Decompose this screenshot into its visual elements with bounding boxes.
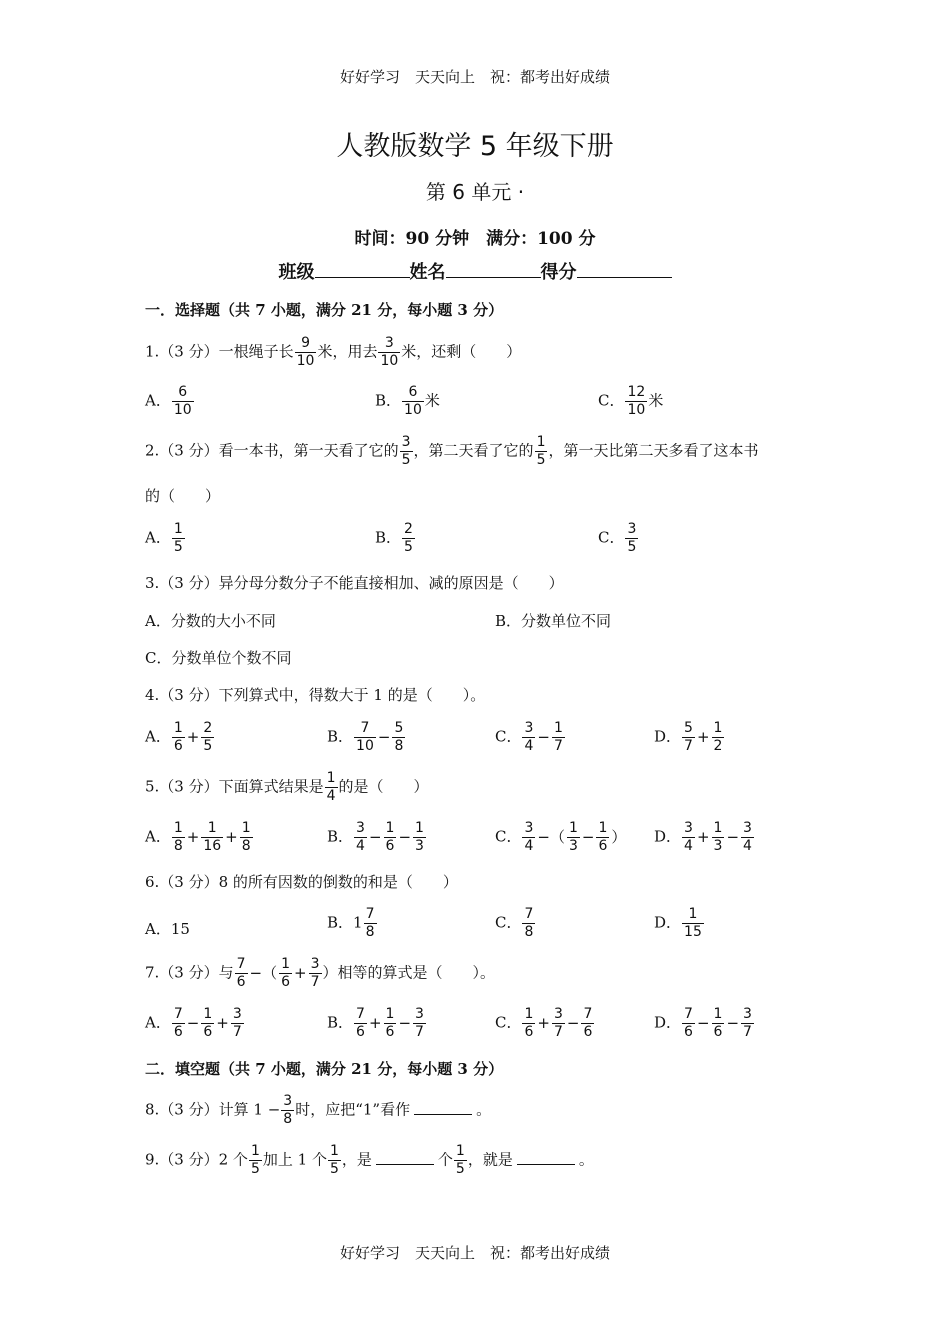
q5-fraction: $\frac{1}{4}$ xyxy=(326,770,336,804)
question-1 xyxy=(145,335,521,370)
q6-option-d[interactable]: D． $\frac{1}{15}$ xyxy=(654,906,702,940)
q1-text: 1.（3 分）一根绳子长 xyxy=(145,342,294,361)
q7-option-b[interactable]: B． $\frac{7}{6}$ + $\frac{1}{6}$ − $\frac{3}{7}$ xyxy=(327,1006,424,1040)
question-7: 7.（3 分）与 $\frac{7}{6}$ −（ $\frac{1}{6}$ + $\frac{3}{7}$ ）相等的算式是（ ）。 xyxy=(145,956,496,990)
q3-option-b[interactable]: B．分数单位不同 xyxy=(495,612,612,630)
q1-option-a[interactable]: A． $\frac{6}{10}$ xyxy=(145,384,192,418)
q1-fraction-1: $\frac{9}{10}$ xyxy=(296,335,315,369)
q6-option-b[interactable]: B．1 $\frac{7}{8}$ xyxy=(327,906,375,940)
question-5: 5.（3 分）下面算式结果是 $\frac{1}{4}$ 的是（ ） xyxy=(145,770,429,804)
score-label: 得分 xyxy=(540,262,577,283)
question-8: 8.（3 分）计算 1 − $\frac{3}{8}$ 时，应把“1”看作 。 xyxy=(145,1093,492,1127)
q5-option-a[interactable]: A． $\frac{1}{8}$ + $\frac{1}{16}$ + $\frac{1}{8}$ xyxy=(145,820,251,854)
q1-text-mid: 米，用去 xyxy=(317,342,378,361)
q4-option-a[interactable]: A． $\frac{1}{6}$ + $\frac{2}{5}$ xyxy=(145,720,213,754)
q7-option-d[interactable]: D． $\frac{7}{6}$ − $\frac{1}{6}$ − $\frac{3}{7}$ xyxy=(654,1006,752,1040)
q6-option-c[interactable]: C． $\frac{7}{8}$ xyxy=(495,906,534,940)
q9-answer-blank-2[interactable] xyxy=(517,1152,575,1165)
question-9: 9.（3 分）2 个 $\frac{1}{5}$ 加上 1 个 $\frac{1}{5}$ ，是 个 $\frac{1}{5}$ ，就是 。 xyxy=(145,1143,594,1177)
q5-option-b[interactable]: B． $\frac{3}{4}$ − $\frac{1}{6}$ − $\frac{1}{3}$ xyxy=(327,820,424,854)
name-label: 姓名 xyxy=(409,262,446,283)
section-choice-title: 一．选择题（共 7 小题，满分 21 分，每小题 3 分） xyxy=(145,301,504,319)
q3-option-a[interactable]: A．分数的大小不同 xyxy=(145,612,276,630)
page-footer: 好好学习 天天向上 祝：都考出好成绩 xyxy=(339,1244,610,1262)
q4-option-c[interactable]: C． $\frac{3}{4}$ − $\frac{1}{7}$ xyxy=(495,720,563,754)
unit-subtitle: 第 6 单元 · xyxy=(425,180,525,204)
q5-option-c[interactable]: C． $\frac{3}{4}$ −（ $\frac{1}{3}$ − $\frac{1}{6}$ ） xyxy=(495,820,627,854)
time-and-score: 时间：90 分钟 满分：100 分 xyxy=(354,229,596,249)
question-3: 3.（3 分）异分母分数分子不能直接相加、减的原因是（ ） xyxy=(145,574,564,592)
q3-option-c[interactable]: C．分数单位个数不同 xyxy=(145,649,292,667)
q7-option-a[interactable]: A． $\frac{7}{6}$ − $\frac{1}{6}$ + $\frac{3}{7}$ xyxy=(145,1006,242,1040)
score-blank[interactable] xyxy=(577,263,672,278)
q2-fraction-1: $\frac{3}{5}$ xyxy=(401,434,411,468)
q5-option-d[interactable]: D． $\frac{3}{4}$ + $\frac{1}{3}$ − $\frac{3}{4}$ xyxy=(654,820,752,854)
q9-answer-blank-1[interactable] xyxy=(376,1152,434,1165)
q1-option-c[interactable]: C． $\frac{12}{10}$ 米 xyxy=(598,384,664,418)
page-title: 人教版数学 5 年级下册 xyxy=(336,131,614,162)
class-blank[interactable] xyxy=(315,263,410,278)
section-fill-title: 二．填空题（共 7 小题，满分 21 分，每小题 3 分） xyxy=(145,1060,504,1078)
q2-option-a[interactable]: A． $\frac{1}{5}$ xyxy=(145,521,183,555)
q1-fraction-2: $\frac{3}{10}$ xyxy=(380,335,399,369)
question-2-line-2: 的（ ） xyxy=(145,487,221,505)
q4-option-b[interactable]: B． $\frac{7}{10}$ − $\frac{5}{8}$ xyxy=(327,720,404,754)
question-6: 6.（3 分）8 的所有因数的倒数的和是（ ） xyxy=(145,873,458,891)
q1-option-b[interactable]: B． $\frac{6}{10}$ 米 xyxy=(375,384,440,418)
student-info xyxy=(0,258,950,284)
q8-answer-blank[interactable] xyxy=(414,1102,472,1115)
page-header: 好好学习 天天向上 祝：都考出好成绩 xyxy=(339,68,610,86)
question-4: 4.（3 分）下列算式中，得数大于 1 的是（ ）。 xyxy=(145,686,486,704)
q4-option-d[interactable]: D． $\frac{5}{7}$ + $\frac{1}{2}$ xyxy=(654,720,723,754)
q2-option-b[interactable]: B． $\frac{2}{5}$ xyxy=(375,521,413,555)
q2-fraction-2: $\frac{1}{5}$ xyxy=(536,434,546,468)
name-blank[interactable] xyxy=(446,263,541,278)
q6-option-a[interactable]: A．15 xyxy=(145,920,190,938)
q1-text-end: 米，还剩（ ） xyxy=(401,342,522,361)
q7-option-c[interactable]: C． $\frac{1}{6}$ + $\frac{3}{7}$ − $\frac{7}{6}$ xyxy=(495,1006,593,1040)
question-2: 2.（3 分）看一本书，第一天看了它的 $\frac{3}{5}$ ，第二天看了它的 $\frac{1}{5}$ ，第一天比第二天多看了这本书 xyxy=(145,434,759,468)
q2-option-c[interactable]: C． $\frac{3}{5}$ xyxy=(598,521,637,555)
class-label: 班级 xyxy=(278,262,315,283)
